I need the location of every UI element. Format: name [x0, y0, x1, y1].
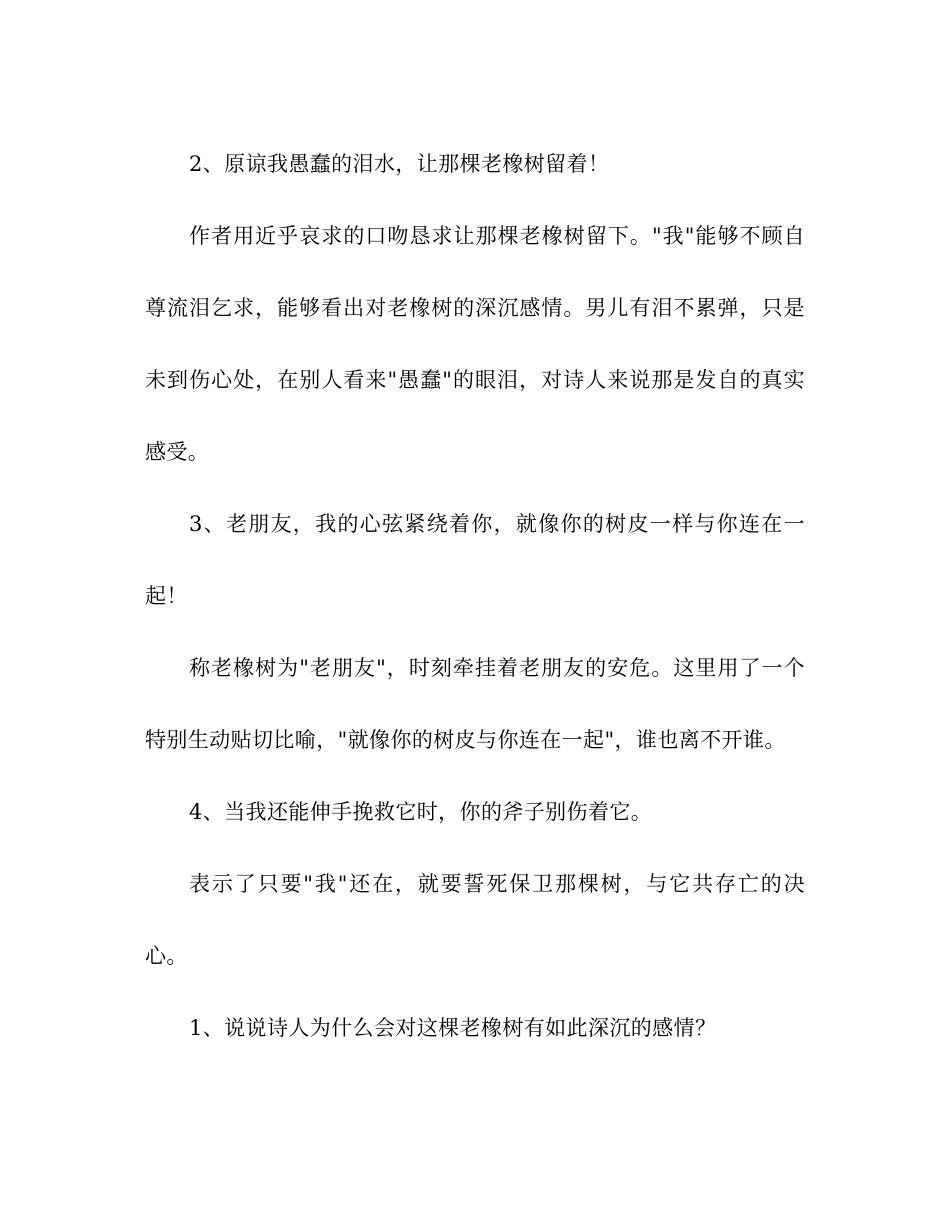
paragraph-2: 作者用近乎哀求的口吻恳求让那棵老橡树留下。"我"能够不顾自尊流泪乞求，能够看出对老橡树的深沉感情。男儿有泪不累弹，只是未到伤心处，在别人看来"愚蠢"的眼泪，对诗人来说那是发自的真实感受。: [145, 224, 805, 464]
paragraph-6: 表示了只要"我"还在，就要誓死保卫那棵树，与它共存亡的决心。: [145, 872, 805, 968]
paragraph-1: 2、原谅我愚蠢的泪水，让那棵老橡树留着！: [189, 152, 610, 176]
document-body: [145, 128, 805, 1064]
paragraph-5: 4、当我还能伸手挽救它时，你的斧子别伤着它。: [189, 800, 653, 824]
paragraph-3: 3、老朋友，我的心弦紧绕着你，就像你的树皮一样与你连在一起！: [145, 512, 805, 608]
paragraph-4: 称老橡树为"老朋友"，时刻牵挂着老朋友的安危。这里用了一个特别生动贴切比喻，"就像你的树皮与你连在一起"，谁也离不开谁。: [145, 656, 805, 752]
paragraph-7: 1、说说诗人为什么会对这棵老橡树有如此深沉的感情？: [189, 1016, 717, 1040]
